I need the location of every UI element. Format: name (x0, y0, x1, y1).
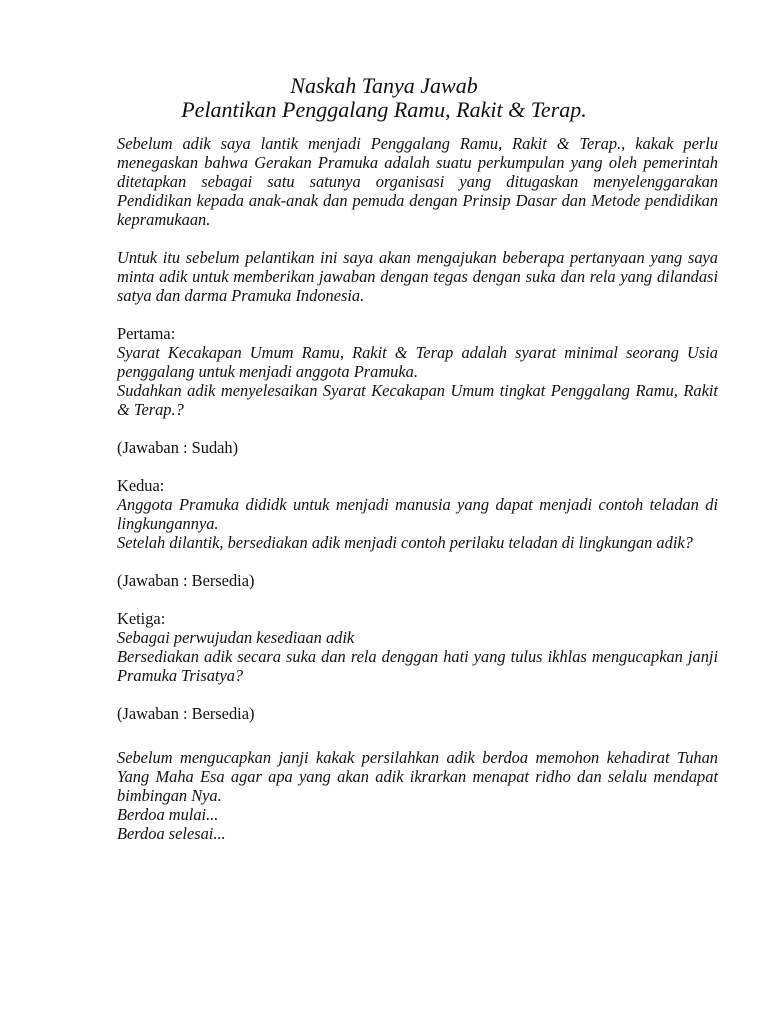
document-title (0, 74, 768, 122)
question-2-question: Setelah dilantik, bersediakan adik menjadi contoh perilaku teladan di lingkungan adik? (117, 533, 693, 552)
question-3-heading: Ketiga: (117, 609, 166, 628)
question-1-answer: (Jawaban : Sudah) (117, 438, 239, 457)
question-3-answer: (Jawaban : Bersedia) (117, 704, 255, 723)
question-3-statement: Sebagai perwujudan kesediaan adik (117, 628, 355, 647)
intro-paragraph-1: Sebelum adik saya lantik menjadi Penggalang Ramu, Rakit & Terap., kakak perlu menegaskan bahwa Gerakan Pramuka adalah suatu perkumpulan yang oleh pemerintah ditetapkan sebagai satu satunya organisasi yang ditugaskan menyelenggarakan Pendidikan kepada anak-anak dan pemuda dengan Prinsip Dasar dan Metode pendidikan kepramukaan. (117, 134, 718, 229)
title-line-1: Naskah Tanya Jawab (290, 73, 478, 98)
closing-prayer-end: Berdoa selesai... (117, 824, 226, 843)
question-2-statement: Anggota Pramuka dididk untuk menjadi manusia yang dapat menjadi contoh teladan di lingkungannya. (117, 495, 718, 533)
document-body (117, 134, 718, 843)
closing-prayer-start: Berdoa mulai... (117, 805, 219, 824)
closing-paragraph: Sebelum mengucapkan janji kakak persilahkan adik berdoa memohon kehadirat Tuhan Yang Maha Esa agar apa yang akan adik ikrarkan menapat ridho dan selalu mendapat bimbingan Nya. (117, 748, 718, 805)
question-1-question: Sudahkan adik menyelesaikan Syarat Kecakapan Umum tingkat Penggalang Ramu, Rakit & Terap.? (117, 381, 718, 419)
question-3-question: Bersediakan adik secara suka dan rela denggan hati yang tulus ikhlas mengucapkan janji Pramuka Trisatya? (117, 647, 718, 685)
question-2-answer: (Jawaban : Bersedia) (117, 571, 255, 590)
question-2-heading: Kedua: (117, 476, 165, 495)
intro-paragraph-2: Untuk itu sebelum pelantikan ini saya akan mengajukan beberapa pertanyaan yang saya minta adik untuk memberikan jawaban dengan tegas dengan suka dan rela yang dilandasi satya dan darma Pramuka Indonesia. (117, 248, 718, 305)
title-line-2: Pelantikan Penggalang Ramu, Rakit & Terap. (181, 97, 587, 122)
question-1-heading: Pertama: (117, 324, 176, 343)
question-1-statement: Syarat Kecakapan Umum Ramu, Rakit & Terap adalah syarat minimal seorang Usia penggalang untuk menjadi anggota Pramuka. (117, 343, 718, 381)
